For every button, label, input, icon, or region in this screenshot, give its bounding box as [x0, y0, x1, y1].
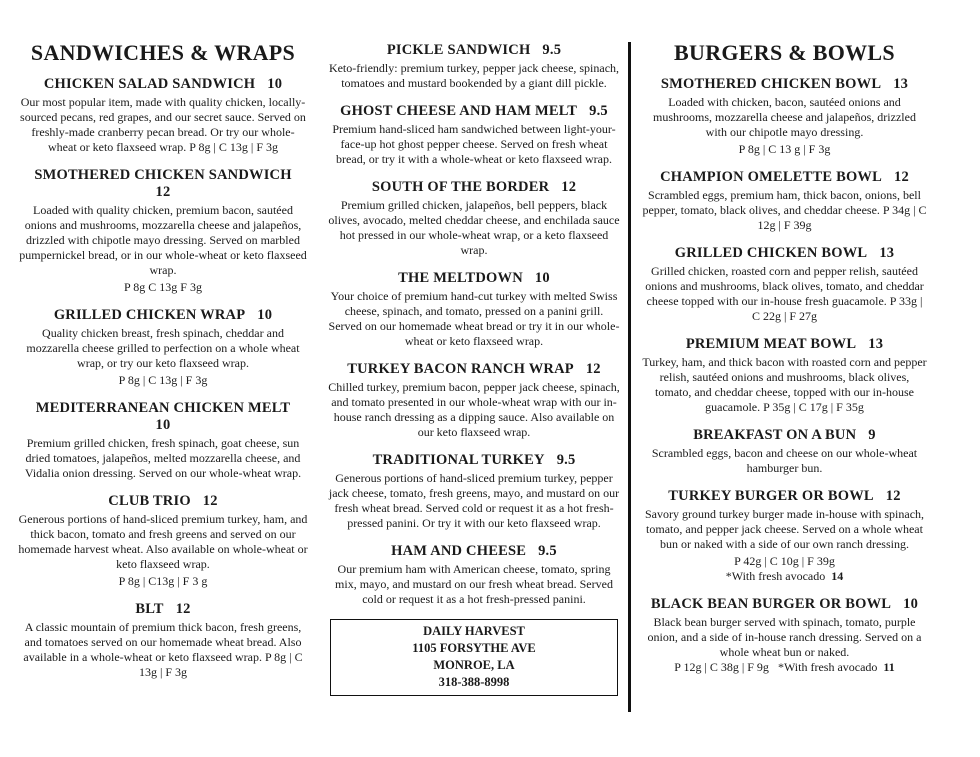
item-price: 10 — [257, 307, 273, 323]
item-name: BREAKFAST ON A BUN — [693, 427, 857, 443]
item-name: MEDITERRANEAN CHICKEN MELT — [35, 400, 291, 416]
item-price: 10 — [267, 76, 283, 92]
menu-item — [18, 400, 308, 481]
item-name: CLUB TRIO — [108, 493, 191, 509]
item-description: Premium grilled chicken, jalapeños, bell peppers, black olives, avocado, melted cheddar cheese, and enchilada sauce hot pressed in our whole-wheat wrap, or a keto flaxseed wrap. — [328, 198, 620, 257]
avocado-option — [642, 569, 927, 584]
menu-item — [18, 76, 308, 155]
item-name: SMOTHERED CHICKEN SANDWICH — [34, 167, 292, 183]
item-name: CHICKEN SALAD SANDWICH — [43, 76, 256, 92]
item-price: 12 — [155, 184, 171, 200]
avocado-label: *With fresh avocado — [777, 660, 878, 674]
menu-item — [328, 179, 620, 258]
section-title: BURGERS & BOWLS — [674, 40, 895, 65]
item-description: Your choice of premium hand-cut turkey with melted Swiss cheese, spinach, and tomato, pressed on a panini grill. Served on our homemade wheat bread or try it in our whole-wheat or keto flaxseed wrap. — [328, 289, 620, 348]
item-nutrition: P 8g | C 13 g | F 3g — [738, 142, 831, 156]
item-name: CHAMPION OMELETTE BOWL — [660, 169, 882, 185]
item-description: Quality chicken breast, fresh spinach, cheddar and mozzarella cheese grilled to perfection on a whole wheat wrap, or try our keto flaxseed wrap. — [26, 326, 300, 370]
phone-number: 318-388-8998 — [438, 675, 510, 689]
item-description: Keto-friendly: premium turkey, pepper jack cheese, spinach, tomatoes and mustard bookended by a giant dill pickle. — [328, 61, 620, 90]
menu-item — [642, 245, 927, 324]
item-description: Grilled chicken, roasted corn and pepper relish, sautéed onions and mushrooms, black olives, tomato, and cheddar cheese topped with our in-house fresh guacamole. P 33g | C 22g | F 27g — [645, 264, 924, 323]
item-name: TRADITIONAL TURKEY — [372, 452, 545, 468]
item-description: Our most popular item, made with quality chicken, locally-sourced pecans, red grapes, and our secret sauce. Served on freshly-made cranberry pecan bread. Or try our whole-wheat or keto flaxseed wrap. P 8g | C 13g | F 3g — [20, 95, 306, 154]
item-description: Scrambled eggs, premium ham, thick bacon, onions, bell pepper, tomato, black olives, and cheddar cheese. P 34g | C 12g | F 39g — [642, 188, 927, 232]
item-description: Our premium ham with American cheese, tomato, spring mix, mayo, and mustard on our fresh wheat bread. Served cold or request it as a hot fresh-pressed panini. — [335, 562, 613, 606]
avocado-price: 11 — [883, 660, 895, 674]
sandwiches-column — [18, 0, 308, 692]
item-price: 13 — [893, 76, 909, 92]
item-price: 12 — [175, 601, 191, 617]
menu-item — [328, 543, 620, 607]
street-address: 1105 FORSYTHE AVE — [412, 641, 536, 655]
item-price: 10 — [155, 417, 171, 433]
item-description: Premium hand-sliced ham sandwiched between light-your-face-up hot ghost pepper cheese. Served on fresh wheat bread, or try it with a whole-wheat or keto flaxseed wrap. — [332, 122, 616, 166]
item-description: Generous portions of hand-sliced premium turkey, pepper jack cheese, tomato, fresh greens, mayo, and mustard on our fresh wheat bread. Served cold or request it as a hot fresh-pressed panini. Or try it with our keto flaxseed wrap. — [328, 471, 620, 530]
item-description: Premium grilled chicken, fresh spinach, goat cheese, sun dried tomatoes, jalapeños, melted mozzarella cheese, and Vidalia onion dressing. Served on our whole-wheat wrap. — [24, 436, 302, 480]
city-state: MONROE, LA — [433, 658, 515, 672]
item-price: 13 — [879, 245, 895, 261]
item-price: 9.5 — [542, 42, 562, 58]
avocado-label: *With fresh avocado — [725, 569, 826, 583]
item-name: GRILLED CHICKEN BOWL — [674, 245, 868, 261]
menu-item — [328, 361, 620, 440]
menu-item — [18, 167, 308, 295]
item-name: SOUTH OF THE BORDER — [371, 179, 550, 195]
item-name: TURKEY BURGER OR BOWL — [668, 488, 874, 504]
item-nutrition: P 8g | C 13g | F 3g — [118, 373, 208, 387]
item-description: Black bean burger served with spinach, tomato, purple onion, and a side of in-house ranch dressing. Served on a whole wheat bun or naked. — [647, 615, 922, 659]
item-price: 9.5 — [589, 103, 608, 119]
menu-item — [18, 493, 308, 589]
item-description: Savory ground turkey burger made in-house with spinach, tomato, and pepper jack cheese. Served on a whole wheat bun or naked with a side of our own ranch dressing. — [644, 507, 925, 551]
menu-item — [642, 427, 927, 476]
burgers-column — [642, 0, 927, 687]
item-description: Loaded with chicken, bacon, sautéed onions and mushrooms, mozzarella cheese and jalapeños, drizzled with our chipotle mayo dressing. — [653, 95, 916, 139]
item-price: 9.5 — [556, 452, 576, 468]
menu-item — [642, 488, 927, 584]
item-nutrition: P 8g C 13g F 3g — [124, 280, 202, 294]
menu-item — [18, 307, 308, 388]
column-divider — [628, 42, 631, 712]
section-title: SANDWICHES & WRAPS — [30, 40, 296, 65]
menu-item — [328, 103, 620, 167]
item-description: Turkey, ham, and thick bacon with roasted corn and pepper relish, sautéed onions and mushrooms, black olives, tomato, and cheddar cheese, topped with our in-house guacamole. P 35g | C 17g | F 35g — [642, 355, 927, 414]
menu-item — [18, 601, 308, 680]
item-description: A classic mountain of premium thick bacon, fresh greens, and tomatoes served on our homemade wheat bread. Also available in a whole-wheat or keto flaxseed wrap. P 8g | C 13g | F 3g — [23, 620, 303, 679]
item-name: PREMIUM MEAT BOWL — [685, 336, 857, 352]
item-name: BLACK BEAN BURGER OR BOWL — [650, 596, 892, 612]
item-nutrition: P 42g | C 10g | F 39g — [734, 554, 835, 568]
menu-item — [328, 452, 620, 531]
item-price: 13 — [868, 336, 884, 352]
item-price: 12 — [561, 179, 577, 195]
item-name: SMOTHERED CHICKEN BOWL — [660, 76, 882, 92]
menu-item — [642, 596, 927, 675]
avocado-price: 14 — [831, 569, 844, 583]
item-price: 10 — [534, 270, 550, 286]
item-nutrition: P 8g | C13g | F 3 g — [118, 574, 208, 588]
item-description: Loaded with quality chicken, premium bacon, sautéed onions and mushrooms, mozzarella cheese and jalapeños, drizzled with chipotle mayo dressing. Served on marbled pumpernickel bread, or in our whole-wheat or keto flaxseed wrap. — [19, 203, 307, 277]
restaurant-name: DAILY HARVEST — [423, 624, 525, 638]
item-nutrition: P 12g | C 38g | F 9g — [674, 660, 769, 674]
item-name: THE MELTDOWN — [398, 270, 523, 286]
item-name: TURKEY BACON RANCH WRAP — [347, 361, 574, 377]
item-description: Chilled turkey, premium bacon, pepper jack cheese, spinach, and tomato presented in our whole-wheat wrap with our in-house ranch dressing as a dipping sauce. Also available on our keto flaxseed wrap. — [328, 380, 620, 439]
item-price: 12 — [202, 493, 218, 509]
item-price: 10 — [903, 596, 919, 612]
item-name: PICKLE SANDWICH — [386, 42, 531, 58]
item-name: BLT — [135, 601, 164, 617]
address-box — [330, 619, 618, 696]
item-price: 12 — [894, 169, 909, 185]
item-name: GRILLED CHICKEN WRAP — [53, 307, 246, 323]
specialty-column — [328, 0, 620, 696]
item-price: 9.5 — [538, 543, 557, 559]
menu-item — [328, 270, 620, 349]
avocado-option — [642, 660, 927, 675]
item-price: 12 — [585, 361, 601, 377]
menu-item — [642, 336, 927, 415]
item-price: 9 — [868, 427, 876, 443]
item-price: 12 — [885, 488, 901, 504]
item-description: Scrambled eggs, bacon and cheese on our whole-wheat hamburger bun. — [651, 446, 918, 475]
menu-item — [642, 169, 927, 233]
menu-item — [328, 42, 620, 91]
item-name: HAM AND CHEESE — [391, 543, 527, 559]
item-name: GHOST CHEESE AND HAM MELT — [340, 103, 578, 119]
menu-item — [642, 76, 927, 157]
item-description: Generous portions of hand-sliced premium turkey, ham, and thick bacon, tomato and fresh greens and served on our homemade harvest wheat. Also available on whole-wheat or keto flaxseed wrap. — [18, 512, 308, 571]
